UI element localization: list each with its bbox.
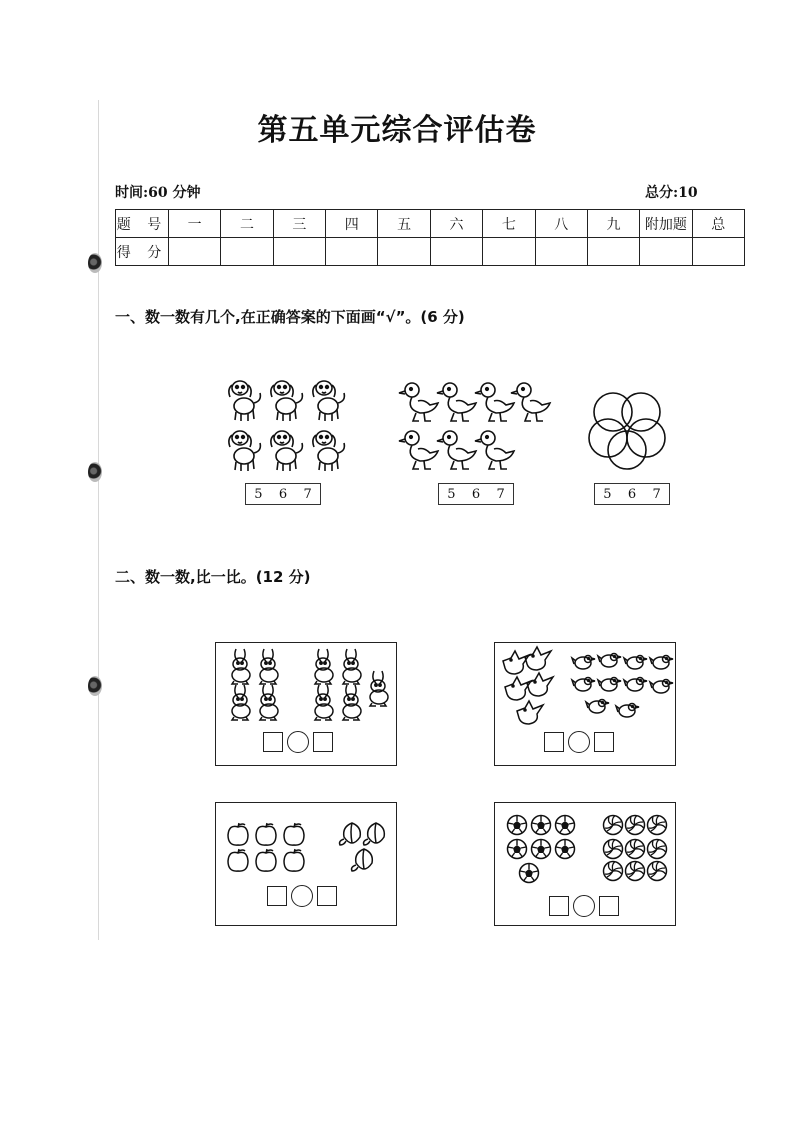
page-title: 第五单元综合评估卷 xyxy=(257,113,537,148)
compare-circle[interactable] xyxy=(291,885,313,907)
count-box-right[interactable] xyxy=(313,732,333,752)
score-header-cell: 七 xyxy=(483,210,535,238)
circles-illustration xyxy=(588,384,666,470)
option-7[interactable]: 7 xyxy=(496,486,505,502)
question-2-prompt: 二、数一数,比一比。(12 分) xyxy=(115,568,311,586)
score-cell[interactable] xyxy=(326,238,378,266)
binder-hole xyxy=(88,253,102,273)
question-1-prompt: 一、数一数有几个,在正确答案的下面画“√”。(6 分) xyxy=(115,308,465,326)
score-header-cell: 二 xyxy=(221,210,273,238)
compare-slots xyxy=(267,885,337,907)
compare-slots xyxy=(263,731,333,753)
option-6[interactable]: 6 xyxy=(471,486,481,502)
count-box-left[interactable] xyxy=(267,886,287,906)
answer-options-dogs xyxy=(245,483,321,505)
time-limit: 时间:60 分钟 xyxy=(115,185,201,201)
dogs-illustration xyxy=(226,378,354,478)
score-header-cell: 六 xyxy=(430,210,482,238)
score-table xyxy=(115,209,726,269)
compare-panel-birds xyxy=(494,642,676,766)
compare-panel-balls xyxy=(494,802,676,926)
score-header-cell: 附加题 xyxy=(640,210,692,238)
score-header-cell: 五 xyxy=(378,210,430,238)
score-cell[interactable] xyxy=(587,238,639,266)
option-5[interactable]: 5 xyxy=(603,486,612,502)
option-6[interactable]: 6 xyxy=(278,486,288,502)
compare-circle[interactable] xyxy=(568,731,590,753)
score-header-cell: 总 xyxy=(692,210,744,238)
compare-slots xyxy=(549,895,619,917)
score-cell[interactable] xyxy=(692,238,744,266)
count-box-left[interactable] xyxy=(544,732,564,752)
option-7[interactable]: 7 xyxy=(303,486,312,502)
score-header-row xyxy=(116,210,745,238)
total-score: 总分:10 xyxy=(645,185,698,201)
compare-circle[interactable] xyxy=(287,731,309,753)
answer-options-ducks xyxy=(438,483,514,505)
count-box-left[interactable] xyxy=(549,896,569,916)
score-cell[interactable] xyxy=(430,238,482,266)
count-box-right[interactable] xyxy=(317,886,337,906)
compare-panel-apples-peaches xyxy=(215,802,397,926)
score-cell[interactable] xyxy=(273,238,325,266)
score-cell[interactable] xyxy=(535,238,587,266)
compare-circle[interactable] xyxy=(573,895,595,917)
binding-margin-line xyxy=(98,100,99,940)
answer-options-circles xyxy=(594,483,670,505)
apples-peaches-illustration xyxy=(216,803,396,883)
score-cell[interactable] xyxy=(378,238,430,266)
score-cell[interactable] xyxy=(483,238,535,266)
option-5[interactable]: 5 xyxy=(447,486,456,502)
score-header-cell: 三 xyxy=(273,210,325,238)
compare-slots xyxy=(544,731,614,753)
option-5[interactable]: 5 xyxy=(254,486,263,502)
birds-illustration xyxy=(495,643,675,733)
score-cell[interactable] xyxy=(640,238,692,266)
count-box-right[interactable] xyxy=(599,896,619,916)
count-box-right[interactable] xyxy=(594,732,614,752)
binder-hole xyxy=(88,676,102,696)
score-header-cell: 四 xyxy=(326,210,378,238)
option-7[interactable]: 7 xyxy=(652,486,661,502)
score-row-label: 得 分 xyxy=(116,238,169,266)
balls-illustration xyxy=(495,803,675,887)
option-6[interactable]: 6 xyxy=(627,486,637,502)
ducks-illustration xyxy=(395,380,550,476)
score-header-cell: 题 号 xyxy=(116,210,169,238)
score-header-cell: 九 xyxy=(587,210,639,238)
score-row xyxy=(116,238,745,266)
score-header-cell: 一 xyxy=(169,210,221,238)
score-header-cell: 八 xyxy=(535,210,587,238)
score-cell[interactable] xyxy=(169,238,221,266)
score-cell[interactable] xyxy=(221,238,273,266)
binder-hole xyxy=(88,462,102,482)
rabbits-illustration xyxy=(216,643,396,727)
compare-panel-rabbits xyxy=(215,642,397,766)
count-box-left[interactable] xyxy=(263,732,283,752)
